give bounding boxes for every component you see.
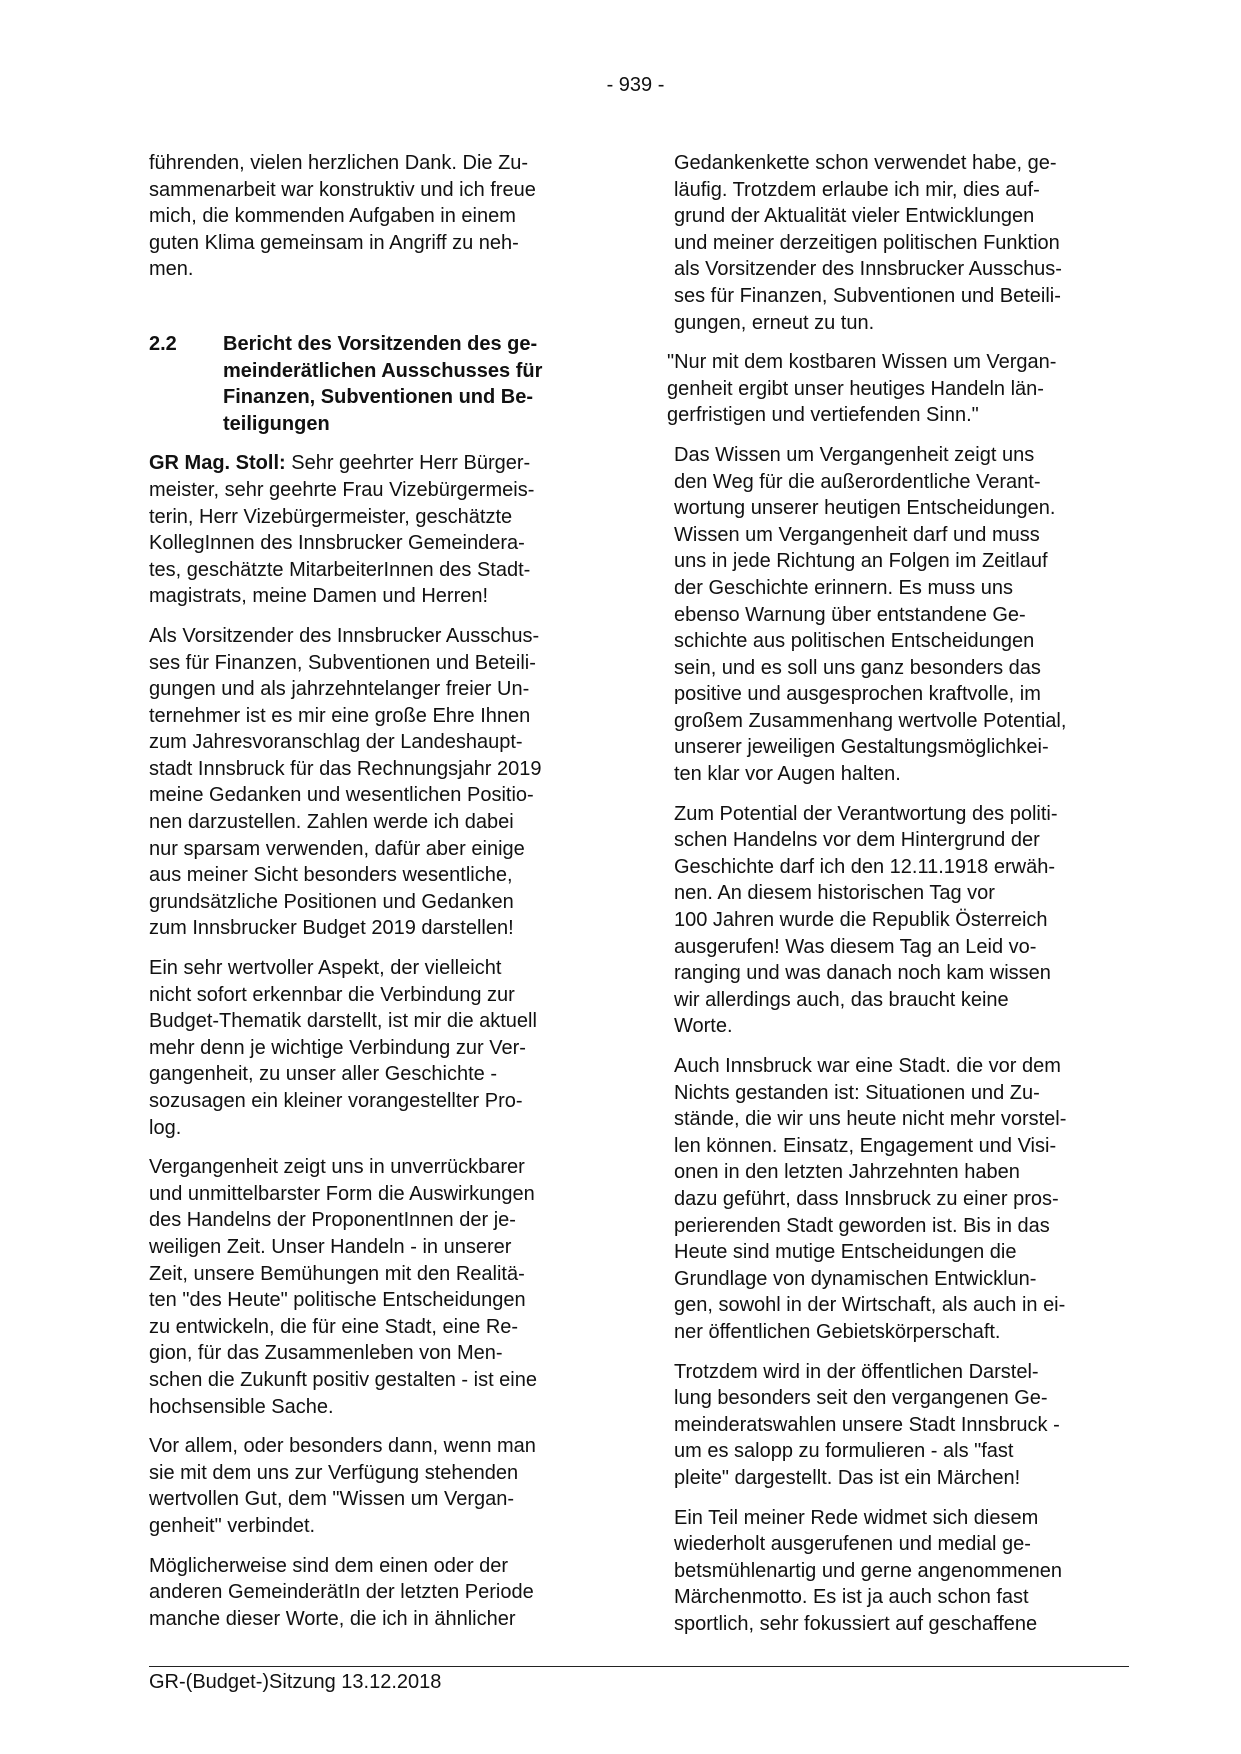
text-line: Möglicherweise sind dem einen oder der xyxy=(149,1554,509,1577)
text-line: meine Gedanken und wesentlichen Positio- xyxy=(149,784,534,807)
text-line: lung besonders seit den vergangenen Ge- xyxy=(674,1387,1048,1410)
text-line: zum Innsbrucker Budget 2019 darstellen! xyxy=(149,917,514,940)
text-line: Budget-Thematik darstellt, ist mir die aktuell xyxy=(149,1010,537,1033)
paragraph xyxy=(674,1359,1144,1492)
text-line: positive und ausgesprochen kraftvolle, im xyxy=(674,683,1041,706)
text-line: ses für Finanzen, Subventionen und Beteili- xyxy=(149,651,536,674)
text-line: Worte. xyxy=(674,1015,733,1038)
text-line: gangenheit, zu unser aller Geschichte - xyxy=(149,1063,497,1086)
paragraph xyxy=(674,150,1144,336)
text-line: wiederholt ausgerufenen und medial ge- xyxy=(674,1533,1031,1556)
text-line: führenden, vielen herzlichen Dank. Die Zu- xyxy=(149,152,529,174)
text-line: mich, die kommenden Aufgaben in einem xyxy=(149,205,516,228)
text-line: pleite" dargestellt. Das ist ein Märchen! xyxy=(674,1466,1021,1489)
text-line: weiligen Zeit. Unser Handeln - in unserer xyxy=(149,1235,512,1258)
text-line: gungen, erneut zu tun. xyxy=(674,311,875,334)
text-line: magistrats, meine Damen und Herren! xyxy=(149,585,489,608)
text-line: der Geschichte erinnern. Es muss uns xyxy=(674,576,1014,599)
text-line: wertvollen Gut, dem "Wissen um Vergan- xyxy=(149,1488,515,1511)
text-line: perierenden Stadt geworden ist. Bis in das xyxy=(674,1214,1050,1237)
text-line: Zum Potential der Verantwortung des politi- xyxy=(674,802,1058,825)
text-line: nicht sofort erkennbar die Verbindung zur xyxy=(149,983,515,1006)
text-line: Geschichte darf ich den 12.11.1918 erwäh- xyxy=(674,855,1055,878)
text-line: grund der Aktualität vieler Entwicklungen xyxy=(674,205,1035,228)
text-line: läufig. Trotzdem erlaube ich mir, dies auf- xyxy=(674,178,1040,201)
text-line: stände, die wir uns heute nicht mehr vorstel- xyxy=(674,1108,1067,1131)
text-line: "Nur mit dem kostbaren Wissen um Vergan- xyxy=(667,351,1057,374)
speech-opening xyxy=(149,450,609,610)
text-line: Finanzen, Subventionen und Be- xyxy=(223,386,533,409)
text-line: Märchenmotto. Es ist ja auch schon fast xyxy=(674,1586,1029,1609)
paragraph xyxy=(149,1154,609,1420)
text-line: um es salopp zu formulieren - als "fast xyxy=(674,1440,1014,1463)
text-line: Ein sehr wertvoller Aspekt, der vielleicht xyxy=(149,957,502,980)
text-line: 100 Jahren wurde die Republik Österreich xyxy=(674,909,1048,932)
text-line: mehr denn je wichtige Verbindung zur Ver- xyxy=(149,1036,526,1059)
text-line: meinderätlichen Ausschusses für xyxy=(223,359,543,382)
text-line: Trotzdem wird in der öffentlichen Darstel- xyxy=(674,1360,1039,1383)
text-line: des Handelns der ProponentInnen der je- xyxy=(149,1209,516,1232)
text-line: unserer jeweiligen Gestaltungsmöglichkei- xyxy=(674,736,1049,759)
text-line: ausgerufen! Was diesem Tag an Leid vo- xyxy=(674,935,1037,958)
text-line: ner öffentlichen Gebietskörperschaft. xyxy=(674,1320,1001,1343)
text-line: Heute sind mutige Entscheidungen die xyxy=(674,1241,1017,1264)
text-line: men. xyxy=(149,258,194,281)
text-line: als Vorsitzender des Innsbrucker Ausschus- xyxy=(674,258,1062,281)
text-line: meinderatswahlen unsere Stadt Innsbruck - xyxy=(674,1413,1060,1436)
text-line: nen. An diesem historischen Tag vor xyxy=(674,882,995,905)
footer-divider xyxy=(149,1666,1129,1667)
right-column xyxy=(667,150,1144,1650)
text-line: genheit ergibt unser heutiges Handeln län- xyxy=(667,377,1044,400)
text-line: Vergangenheit zeigt uns in unverrückbarer xyxy=(149,1156,525,1179)
text-line: log. xyxy=(149,1116,182,1139)
text-line: Wissen um Vergangenheit darf und muss xyxy=(674,523,1040,546)
paragraph xyxy=(674,1505,1144,1638)
text-line xyxy=(149,450,609,477)
text-line: sportlich, sehr fokussiert auf geschaffene xyxy=(674,1612,1038,1635)
text-line: Grundlage von dynamischen Entwicklun- xyxy=(674,1267,1037,1290)
text-line: Ein Teil meiner Rede widmet sich diesem xyxy=(674,1506,1039,1529)
text-line: dazu geführt, dass Innsbruck zu einer pros- xyxy=(674,1187,1059,1210)
text-line: Bericht des Vorsitzenden des ge- xyxy=(223,332,538,355)
text-line: manche dieser Worte, die ich in ähnlicher xyxy=(149,1607,516,1630)
paragraph xyxy=(149,1433,609,1539)
text-line: guten Klima gemeinsam in Angriff zu neh- xyxy=(149,231,519,254)
paragraph xyxy=(674,801,1144,1040)
text-line: onen in den letzten Jahrzehnten haben xyxy=(674,1161,1020,1184)
text-line: gungen und als jahrzehntelanger freier Un- xyxy=(149,678,530,701)
text-line: zu entwickeln, die für eine Stadt, eine Re- xyxy=(149,1315,519,1338)
text-line: wortung unserer heutigen Entscheidungen. xyxy=(674,497,1056,520)
text-line: anderen GemeinderätIn der letzten Periode xyxy=(149,1581,534,1604)
text-line: aus meiner Sicht besonders wesentliche, xyxy=(149,864,513,887)
paragraph xyxy=(149,623,609,942)
text-line: stadt Innsbruck für das Rechnungsjahr 2019 xyxy=(149,757,542,780)
text-line: wir allerdings auch, das braucht keine xyxy=(674,988,1009,1011)
text-line: schen Handelns vor dem Hintergrund der xyxy=(674,829,1040,852)
text-line: Auch Innsbruck war eine Stadt. die vor dem xyxy=(674,1055,1061,1077)
text-line: Zeit, unsere Bemühungen mit den Realitä- xyxy=(149,1262,525,1285)
text-line: sammenarbeit war konstruktiv und ich freue xyxy=(149,178,536,201)
paragraph xyxy=(149,955,609,1141)
text-line: Gedankenkette schon verwendet habe, ge- xyxy=(674,152,1057,174)
text-line: meister, sehr geehrte Frau Vizebürgermeis- xyxy=(149,478,535,501)
text-line: ten klar vor Augen halten. xyxy=(674,763,901,786)
text-line: den Weg für die außerordentliche Verant- xyxy=(674,470,1041,493)
text-line: nur sparsam verwenden, dafür aber einige xyxy=(149,837,525,860)
text-line: ebenso Warnung über entstandene Ge- xyxy=(674,603,1026,626)
text-line: Das Wissen um Vergangenheit zeigt uns xyxy=(674,443,1035,466)
paragraph xyxy=(674,1053,1144,1346)
text-line: terin, Herr Vizebürgermeister, geschätzte xyxy=(149,505,513,528)
intro-paragraph xyxy=(149,150,609,283)
text-line: schen die Zukunft positiv gestalten - ist eine xyxy=(149,1368,537,1391)
text-line: teiligungen xyxy=(223,412,330,435)
text-line: hochsensible Sache. xyxy=(149,1395,334,1418)
text-line: ternehmer ist es mir eine große Ehre Ihnen xyxy=(149,704,531,727)
text-line: len können. Einsatz, Engagement und Visi- xyxy=(674,1134,1057,1157)
text-line: uns in jede Richtung an Folgen im Zeitlauf xyxy=(674,550,1048,573)
text-line: gen, sowohl in der Wirtschaft, als auch in ei- xyxy=(674,1294,1066,1317)
text-line: zum Jahresvoranschlag der Landeshaupt- xyxy=(149,731,523,754)
text-line: ses für Finanzen, Subventionen und Beteili- xyxy=(674,284,1061,307)
section-heading xyxy=(149,331,609,437)
text-line: KollegInnen des Innsbrucker Gemeindera- xyxy=(149,532,525,555)
text-line: großem Zusammenhang wertvolle Potential, xyxy=(674,709,1067,732)
text-line: Als Vorsitzender des Innsbrucker Ausschus- xyxy=(149,624,540,647)
text-line: nen darzustellen. Zahlen werde ich dabei xyxy=(149,811,514,834)
speaker-name: GR Mag. Stoll: xyxy=(149,452,286,475)
text-line: Vor allem, oder besonders dann, wenn man xyxy=(149,1435,536,1458)
left-column xyxy=(149,150,609,1645)
text-line: tes, geschätzte MitarbeiterInnen des Stadt- xyxy=(149,558,531,581)
text-line: und meiner derzeitigen politischen Funktion xyxy=(674,231,1060,254)
text-line: Nichts gestanden ist: Situationen und Zu- xyxy=(674,1081,1040,1104)
footer-text: GR-(Budget-)Sitzung 13.12.2018 xyxy=(149,1671,442,1693)
paragraph xyxy=(674,442,1144,788)
text-line: gerfristigen und vertiefenden Sinn." xyxy=(667,404,979,427)
text-line: grundsätzliche Positionen und Gedanken xyxy=(149,890,514,913)
text-segment: Sehr geehrter Herr Bürger- xyxy=(285,452,531,475)
text-line: sie mit dem uns zur Verfügung stehenden xyxy=(149,1461,519,1484)
text-line: sozusagen ein kleiner vorangestellter Pro- xyxy=(149,1090,523,1112)
paragraph xyxy=(667,349,1144,429)
text-line: gion, für das Zusammenleben von Men- xyxy=(149,1342,503,1365)
text-line: schichte aus politischen Entscheidungen xyxy=(674,630,1035,653)
text-line: genheit" verbindet. xyxy=(149,1514,316,1537)
text-line: und unmittelbarster Form die Auswirkungen xyxy=(149,1182,535,1205)
text-line: betsmühlenartig und gerne angenommenen xyxy=(674,1559,1063,1582)
text-line: ten "des Heute" politische Entscheidungen xyxy=(149,1289,526,1312)
section-number: 2.2 xyxy=(149,332,177,355)
page-number: - 939 - xyxy=(606,74,665,96)
text-line: ranging und was danach noch kam wissen xyxy=(674,962,1051,985)
text-line: sein, und es soll uns ganz besonders das xyxy=(674,656,1041,679)
paragraph xyxy=(149,1553,609,1633)
